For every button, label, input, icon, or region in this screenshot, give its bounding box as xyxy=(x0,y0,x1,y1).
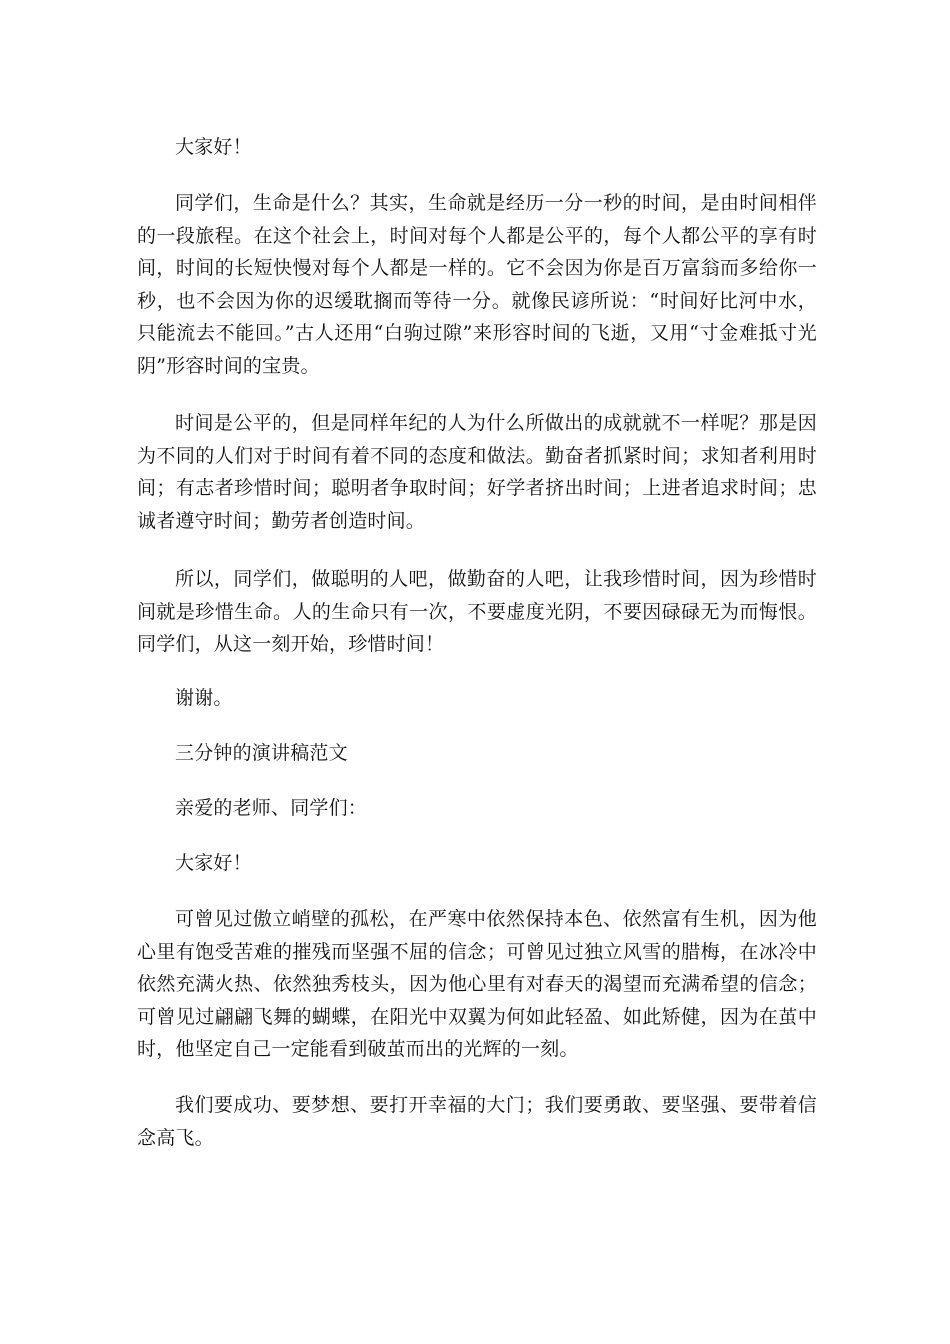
paragraph-time-fair: 时间是公平的，但是同样年纪的人为什么所做出的成就就不一样呢？那是因为不同的人们对于时间有着不同的态度和做法。勤奋者抓紧时间；求知者利用时间；有志者珍惜时间；聪明者争取时间；好学者挤出时间；上进者追求时间；忠诚者遵守时间；勤劳者创造时间。 xyxy=(137,412,817,532)
paragraph-belief: 可曾见过傲立峭壁的孤松，在严寒中依然保持本色、依然富有生机，因为他心里有饱受苦难的摧残而坚强不屈的信念；可曾见过独立风雪的腊梅，在冰冷中依然充满火热、依然独秀枝头，因为他心里有对春天的渴望而充满希望的信念；可曾见过翩翩飞舞的蝴蝶，在阳光中双翼为何如此轻盈、如此矫健，因为在茧中时，他坚定自己一定能看到破茧而出的光辉的一刻。 xyxy=(137,908,817,1061)
salutation: 亲爱的老师、同学们： xyxy=(175,797,368,819)
section-title: 三分钟的演讲稿范文 xyxy=(175,742,348,764)
greeting-2: 大家好！ xyxy=(175,852,252,874)
paragraph-dream: 我们要成功、要梦想、要打开幸福的大门；我们要勇敢、要坚强、要带着信念高飞。 xyxy=(137,1094,817,1149)
paragraph-cherish-time: 所以，同学们，做聪明的人吧，做勤奋的人吧，让我珍惜时间，因为珍惜时间就是珍惜生命。人的生命只有一次，不要虚度光阴，不要因碌碌无为而悔恨。同学们，从这一刻开始，珍惜时间！ xyxy=(137,568,817,656)
greeting-1: 大家好！ xyxy=(175,136,252,158)
paragraph-life-time: 同学们，生命是什么？其实，生命就是经历一分一秒的时间，是由时间相伴的一段旅程。在这个社会上，时间对每个人都是公平的，每个人都公平的享有时间，时间的长短快慢对每个人都是一样的。它不会因为你是百万富翁而多给你一秒，也不会因为你的迟缓耽搁而等待一分。就像民谚所说：“时间好比河中水，只能流去不能回。”古人还用“白驹过隙”来形容时间的飞逝，又用“寸金难抵寸光阴”形容时间的宝贵。 xyxy=(137,192,817,377)
closing-thanks: 谢谢。 xyxy=(175,687,233,709)
